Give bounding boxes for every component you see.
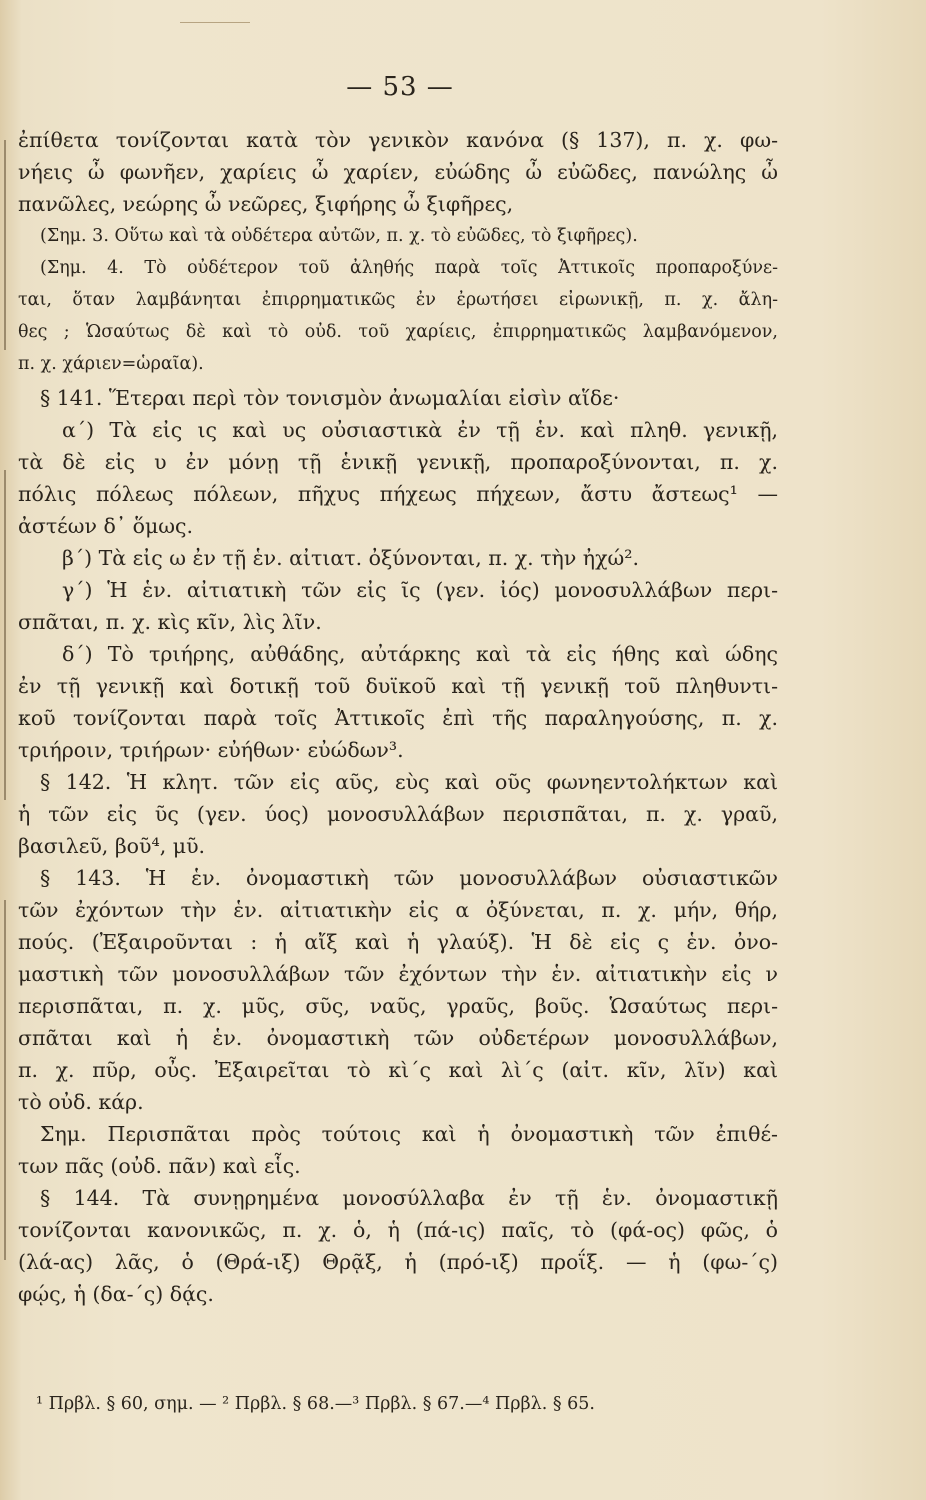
section-141-heading: § 141. Ἕτεραι περὶ τὸν τονισμὸν ἀνωμαλίαι εἰσὶν αἵδε· [40, 386, 620, 410]
page-number: — 53 — [346, 72, 454, 102]
text-line: τονίζονται κανονικῶς, π. χ. ὁ, ἡ (πά-ις) παῖς, τὸ (φά-ος) φῶς, ὁ [18, 1218, 778, 1242]
text-line: τὸ οὐδ. κάρ. [18, 1090, 144, 1114]
text-line: (λά-ας) λᾶς, ὁ (Θρά-ιξ) Θρᾷξ, ἡ (πρό-ιξ) προΐξ. — ἡ (φω-΄ς) [18, 1250, 778, 1274]
section-143-heading: § 143. Ἡ ἑν. ὀνομαστικὴ τῶν μονοσυλλάβων οὐσιαστικῶν [40, 866, 778, 890]
text-line: βασιλεῦ, βοῦ⁴, μῦ. [18, 834, 206, 858]
text-line: περισπᾶται, π. χ. μῦς, σῦς, ναῦς, γραῦς, βοῦς. Ὡσαύτως περι- [18, 994, 778, 1018]
binding-edge [4, 900, 6, 1260]
text-line: πούς. (Ἐξαιροῦνται : ἡ αἴξ καὶ ἡ γλαύξ). Ἡ δὲ εἰς ς ἑν. ὀνο- [18, 930, 778, 954]
ink-smudge [180, 0, 250, 23]
text-line: α΄) Τὰ εἰς ις καὶ υς οὐσιαστικὰ ἐν τῇ ἑν. καὶ πληθ. γενικῇ, [62, 418, 778, 442]
text-line: νήεις ὦ φωνῆεν, χαρίεις ὦ χαρίεν, εὐώδης ὦ εὐῶδες, πανώλης ὦ [18, 160, 778, 184]
footnotes: ¹ Πρβλ. § 60, σημ. — ² Πρβλ. § 68.—³ Πρβλ. § 67.—⁴ Πρβλ. § 65. [36, 1394, 595, 1414]
text-line: ται, ὅταν λαμβάνηται ἐπιρρηματικῶς ἐν ἐρωτήσει εἰρωνικῇ, π. χ. ἄλη- [18, 290, 778, 310]
text-line: ἡ τῶν εἰς ῦς (γεν. ύος) μονοσυλλάβων περισπᾶται, π. χ. γραῦ, [18, 802, 778, 826]
text-line: π. χ. χάριεν=ὡραῖα). [18, 354, 204, 374]
text-line: πόλις πόλεως πόλεων, πῆχυς πήχεως πήχεων, ἄστυ ἄστεως¹ — [18, 482, 778, 506]
binding-edge [4, 470, 6, 800]
text-line: (Σημ. 3. Οὕτω καὶ τὰ οὐδέτερα αὐτῶν, π. χ. τὸ εὐῶδες, τὸ ξιφῆρες). [40, 226, 638, 246]
text-line: σπᾶται, π. χ. κὶς κῖν, λὶς λῖν. [18, 610, 322, 634]
text-line: π. χ. πῦρ, οὖς. Ἐξαιρεῖται τὸ κὶ΄ς καὶ λὶ΄ς (αἰτ. κῖν, λῖν) καὶ [18, 1058, 778, 1082]
text-line: πανῶλες, νεώρης ὦ νεῶρες, ξιφήρης ὦ ξιφῆρες, [18, 192, 514, 216]
binding-edge [4, 140, 6, 350]
text-line: τριήροιν, τριήρων· εὐήθων· εὐώδων³. [18, 738, 404, 762]
note-line: των πᾶς (οὐδ. πᾶν) καὶ εἷς. [18, 1154, 301, 1178]
text-line: μαστικὴ τῶν μονοσυλλάβων τῶν ἐχόντων τὴν ἑν. αἰτιατικὴν εἰς ν [18, 962, 778, 986]
text-line: φῴς, ἡ (δα-΄ς) δᾴς. [18, 1282, 214, 1306]
page-body [18, 124, 778, 1310]
text-line: θες ; Ὡσαύτως δὲ καὶ τὸ οὐδ. τοῦ χαρίεις, ἐπιρρηματικῶς λαμβανόμενον, [18, 322, 778, 342]
text-line: σπᾶται καὶ ἡ ἑν. ὀνομαστικὴ τῶν οὐδετέρων μονοσυλλάβων, [18, 1026, 778, 1050]
section-144-heading: § 144. Τὰ συνῃρημένα μονοσύλλαβα ἐν τῇ ἑν. ὀνομαστικῇ [40, 1186, 778, 1210]
text-line: ἀστέων δ᾽ ὅμως. [18, 514, 193, 538]
text-line: κοῦ τονίζονται παρὰ τοῖς Ἀττικοῖς ἐπὶ τῆς παραληγούσης, π. χ. [18, 706, 778, 730]
note-line: Σημ. Περισπᾶται πρὸς τούτοις καὶ ἡ ὀνομαστικὴ τῶν ἐπιθέ- [40, 1122, 778, 1146]
text-line: δ΄) Τὸ τριήρης, αὐθάδης, αὐτάρκης καὶ τὰ εἰς ήθης καὶ ώδης [62, 642, 778, 666]
text-line: β΄) Τὰ εἰς ω ἐν τῇ ἑν. αἰτιατ. ὀξύνονται, π. χ. τὴν ἠχώ². [62, 546, 639, 570]
text-line: ἐν τῇ γενικῇ καὶ δοτικῇ τοῦ δυϊκοῦ καὶ τῇ γενικῇ τοῦ πληθυντι- [18, 674, 778, 698]
text-line: τὰ δὲ εἰς υ ἐν μόνῃ τῇ ἑνικῇ γενικῇ, προπαροξύνονται, π. χ. [18, 450, 778, 474]
text-line: τῶν ἐχόντων τὴν ἑν. αἰτιατικὴν εἰς α ὀξύνεται, π. χ. μήν, θήρ, [18, 898, 778, 922]
text-line: (Σημ. 4. Τὸ οὐδέτερον τοῦ ἀληθής παρὰ τοῖς Ἀττικοῖς προπαροξύνε- [40, 258, 778, 278]
text-line: γ΄) Ἡ ἑν. αἰτιατικὴ τῶν εἰς ῖς (γεν. ἰός) μονοσυλλάβων περι- [62, 578, 778, 602]
text-line: ἐπίθετα τονίζονται κατὰ τὸν γενικὸν κανόνα (§ 137), π. χ. φω- [18, 128, 778, 152]
section-142-heading: § 142. Ἡ κλητ. τῶν εἰς αῦς, εὺς καὶ οῦς φωνηεντολήκτων καὶ [40, 770, 778, 794]
